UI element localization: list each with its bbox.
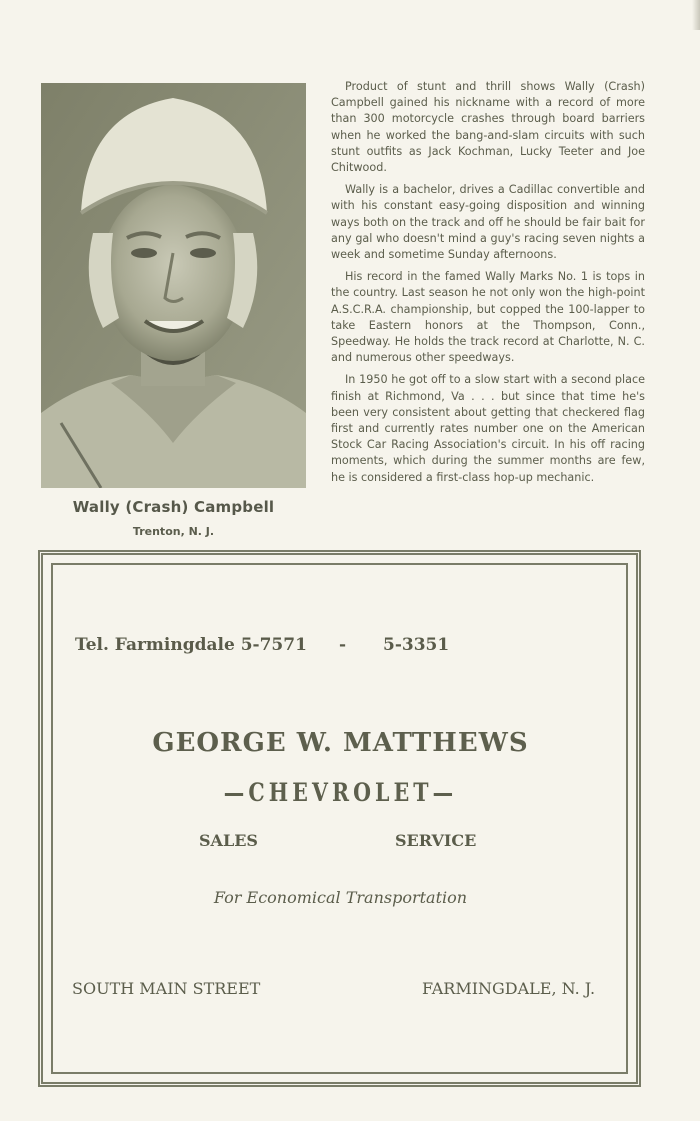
photo-caption-name: Wally (Crash) Campbell xyxy=(72,498,275,516)
tel-separator: - xyxy=(339,635,347,655)
bio-paragraph: Product of stunt and thrill shows Wally (Crash) Campbell gained his nickname with a record of more than 300 motorcycle crashes through board barriers when he worked the bang-and-slam circuits with such stunt outfits as Jack Kochman, Lucky Teeter and Joe Chitwood. xyxy=(331,80,645,175)
ad-tagline: For Economical Transportation xyxy=(213,888,468,907)
photo-caption-place: Trenton, N. J. xyxy=(132,525,215,538)
dealer-advertisement xyxy=(38,550,641,1087)
bio-paragraph: In 1950 he got off to a slow start with a second place finish at Richmond, Va . . . but since that time he's been very consistent about getting that checkered flag first and currently rates number one on the American Stock Car Racing Association's circuit. In his off racing moments, which during the summer months are few, he is considered a first-class hop-up mechanic. xyxy=(331,373,645,484)
sales-label: SALES xyxy=(199,831,258,850)
portrait-photo xyxy=(41,83,306,488)
bio-paragraph: Wally is a bachelor, drives a Cadillac convertible and with his constant easy-going disposition and winning ways both on the track and off he should be fair bait for any gal who doesn't mind a guy's racing seven nights a week and sometime Sunday afternoons. xyxy=(331,183,645,262)
bio-text xyxy=(331,79,645,492)
bio-paragraph: His record in the famed Wally Marks No. 1 is tops in the country. Last season he not only won the high-point A.S.C.R.A. championship, but copped the 100-lapper to take Eastern honors at the Thompson, Conn., Speedway. He holds the track record at Charlotte, N. C. and numerous other speedways. xyxy=(331,270,645,365)
brand-name: —CHEVROLET— xyxy=(223,778,458,807)
tel-secondary: 5-3351 xyxy=(383,635,450,655)
dealer-name: GEORGE W. MATTHEWS xyxy=(152,728,529,758)
service-label: SERVICE xyxy=(395,831,477,850)
page-edge-shadow xyxy=(692,0,700,30)
tel-primary: Tel. Farmingdale 5-7571 xyxy=(75,635,307,655)
ad-street: SOUTH MAIN STREET xyxy=(72,979,261,998)
ad-town: FARMINGDALE, N. J. xyxy=(422,979,596,998)
ad-telephone xyxy=(75,635,535,655)
driver-portrait-icon xyxy=(41,83,306,488)
